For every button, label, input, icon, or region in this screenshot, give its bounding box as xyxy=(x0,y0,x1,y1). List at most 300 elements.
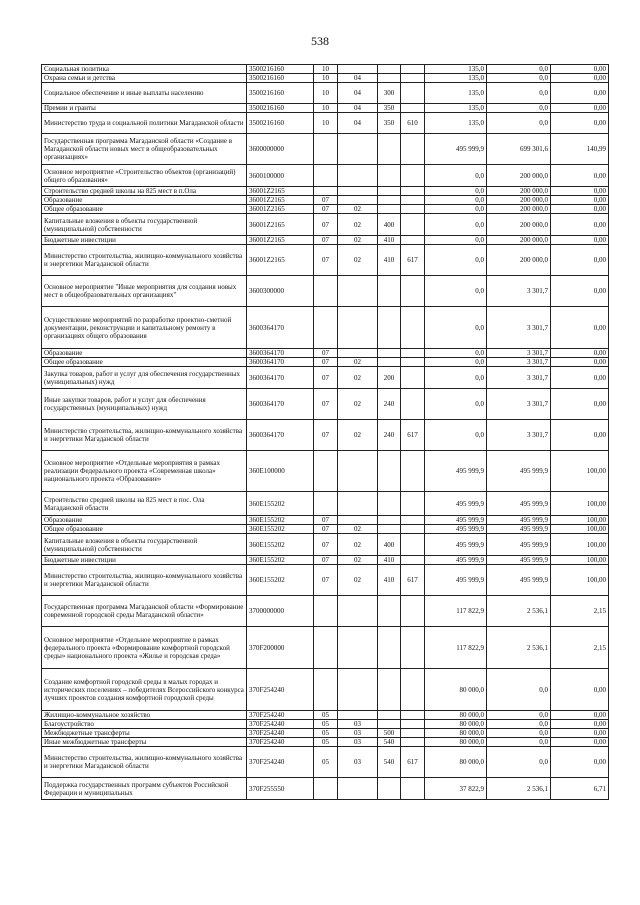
actual-amount: 200 000,0 xyxy=(487,165,551,187)
section-code: 07 xyxy=(314,534,338,556)
table-row xyxy=(42,596,609,627)
target-article-code: 36001Z2165 xyxy=(247,214,314,236)
subsection-code xyxy=(338,165,378,187)
section-code: 05 xyxy=(314,729,338,738)
row-name: Капитальные вложения в объекты государственной (муниципальной) собственности xyxy=(42,214,247,236)
expense-type-code xyxy=(378,276,401,307)
target-article-code: 370F254240 xyxy=(247,720,314,729)
table-row xyxy=(42,729,609,738)
row-name: Министерство строительства, жилищно-коммунального хозяйства и энергетики Магаданской области xyxy=(42,420,247,451)
execution-percent: 0,00 xyxy=(551,747,609,778)
actual-amount: 3 301,7 xyxy=(487,358,551,367)
expense-type-code xyxy=(378,205,401,214)
actual-amount: 3 301,7 xyxy=(487,307,551,349)
row-name: Государственная программа Магаданской области «Формирование современной городской среды Магаданской области» xyxy=(42,596,247,627)
row-name: Благоустройство xyxy=(42,720,247,729)
row-name: Капитальные вложения в объекты государственной (муниципальной) собственности xyxy=(42,534,247,556)
expense-type-code: 400 xyxy=(378,214,401,236)
row-name: Министерство строительства, жилищно-коммунального хозяйства и энергетики Магаданской области xyxy=(42,747,247,778)
target-article-code: 3600364170 xyxy=(247,358,314,367)
table-row xyxy=(42,65,609,74)
subsection-code xyxy=(338,134,378,165)
subsection-code: 02 xyxy=(338,565,378,596)
subsection-code xyxy=(338,492,378,516)
section-code xyxy=(314,307,338,349)
table-row xyxy=(42,565,609,596)
target-article-code: 360E155202 xyxy=(247,516,314,525)
subsection-code: 02 xyxy=(338,420,378,451)
section-code: 07 xyxy=(314,420,338,451)
expense-type-code: 350 xyxy=(378,104,401,113)
target-article-code: 370F254240 xyxy=(247,747,314,778)
target-article-code: 36001Z2165 xyxy=(247,205,314,214)
execution-percent: 0,00 xyxy=(551,214,609,236)
department-code xyxy=(401,720,425,729)
actual-amount: 0,0 xyxy=(487,729,551,738)
subsection-code xyxy=(338,711,378,720)
row-name: Строительство средней школы на 825 мест в п.Ола xyxy=(42,187,247,196)
execution-percent: 0,00 xyxy=(551,196,609,205)
subsection-code xyxy=(338,307,378,349)
expense-type-code: 350 xyxy=(378,113,401,134)
subsection-code: 02 xyxy=(338,556,378,565)
expense-type-code: 300 xyxy=(378,83,401,104)
department-code: 617 xyxy=(401,565,425,596)
department-code xyxy=(401,596,425,627)
table-row xyxy=(42,349,609,358)
row-name: Государственная программа Магаданской области «Создание в Магаданской области новых мест в общеобразовательных организациях» xyxy=(42,134,247,165)
execution-percent: 0,00 xyxy=(551,307,609,349)
subsection-code xyxy=(338,627,378,669)
table-row xyxy=(42,205,609,214)
expense-type-code: 540 xyxy=(378,738,401,747)
expense-type-code: 240 xyxy=(378,389,401,420)
actual-amount: 200 000,0 xyxy=(487,236,551,245)
execution-percent: 0,00 xyxy=(551,205,609,214)
table-row xyxy=(42,187,609,196)
row-name: Закупка товаров, работ и услуг для обеспечения государственных (муниципальных) нужд xyxy=(42,367,247,389)
actual-amount: 0,0 xyxy=(487,711,551,720)
actual-amount: 495 999,9 xyxy=(487,451,551,492)
section-code xyxy=(314,492,338,516)
row-name: Создание комфортной городской среды в малых городах и исторических поселениях – победителях Всероссийского конкурса лучших проектов создания комфортной городской среды xyxy=(42,669,247,711)
actual-amount: 3 301,7 xyxy=(487,367,551,389)
planned-amount: 495 999,9 xyxy=(425,492,487,516)
subsection-code xyxy=(338,65,378,74)
section-code: 07 xyxy=(314,205,338,214)
execution-percent: 100,00 xyxy=(551,516,609,525)
execution-percent: 0,00 xyxy=(551,389,609,420)
page-number: 538 xyxy=(311,34,329,48)
table-row xyxy=(42,534,609,556)
actual-amount: 3 301,7 xyxy=(487,420,551,451)
table-row xyxy=(42,492,609,516)
execution-percent: 0,00 xyxy=(551,165,609,187)
planned-amount: 0,0 xyxy=(425,165,487,187)
target-article-code: 3500216160 xyxy=(247,74,314,83)
row-name: Общее образование xyxy=(42,205,247,214)
execution-percent: 0,00 xyxy=(551,113,609,134)
department-code xyxy=(401,214,425,236)
actual-amount: 200 000,0 xyxy=(487,196,551,205)
expense-type-code: 410 xyxy=(378,565,401,596)
actual-amount: 0,0 xyxy=(487,83,551,104)
target-article-code: 3600300000 xyxy=(247,276,314,307)
target-article-code: 36001Z2165 xyxy=(247,245,314,276)
row-name: Иные межбюджетные трансферты xyxy=(42,738,247,747)
department-code: 617 xyxy=(401,747,425,778)
target-article-code: 3500216160 xyxy=(247,83,314,104)
subsection-code: 03 xyxy=(338,747,378,778)
department-code xyxy=(401,134,425,165)
table-row xyxy=(42,516,609,525)
execution-percent: 0,00 xyxy=(551,104,609,113)
execution-percent: 0,00 xyxy=(551,245,609,276)
row-name: Основное мероприятие «Отдельное мероприятие в рамках федерального проекта «Формирование комфортной городской среды» национального проекта «Жилье и городская среда» xyxy=(42,627,247,669)
planned-amount: 495 999,9 xyxy=(425,565,487,596)
department-code: 610 xyxy=(401,113,425,134)
section-code: 07 xyxy=(314,245,338,276)
execution-percent: 0,00 xyxy=(551,65,609,74)
planned-amount: 0,0 xyxy=(425,196,487,205)
actual-amount: 0,0 xyxy=(487,65,551,74)
subsection-code: 02 xyxy=(338,525,378,534)
expense-type-code: 540 xyxy=(378,747,401,778)
planned-amount: 117 822,9 xyxy=(425,627,487,669)
table-row xyxy=(42,74,609,83)
table-row xyxy=(42,711,609,720)
planned-amount: 80 000,0 xyxy=(425,669,487,711)
section-code: 05 xyxy=(314,720,338,729)
planned-amount: 135,0 xyxy=(425,104,487,113)
actual-amount: 200 000,0 xyxy=(487,205,551,214)
budget-table xyxy=(41,64,609,800)
execution-percent: 140,99 xyxy=(551,134,609,165)
actual-amount: 200 000,0 xyxy=(487,245,551,276)
execution-percent: 0,00 xyxy=(551,83,609,104)
actual-amount: 0,0 xyxy=(487,669,551,711)
planned-amount: 495 999,9 xyxy=(425,556,487,565)
table-row xyxy=(42,556,609,565)
section-code: 10 xyxy=(314,113,338,134)
expense-type-code xyxy=(378,525,401,534)
planned-amount: 495 999,9 xyxy=(425,534,487,556)
planned-amount: 0,0 xyxy=(425,389,487,420)
planned-amount: 0,0 xyxy=(425,367,487,389)
expense-type-code xyxy=(378,307,401,349)
target-article-code: 36001Z2165 xyxy=(247,236,314,245)
target-article-code: 3600364170 xyxy=(247,307,314,349)
expense-type-code xyxy=(378,451,401,492)
actual-amount: 3 301,7 xyxy=(487,389,551,420)
expense-type-code: 400 xyxy=(378,534,401,556)
actual-amount: 699 301,6 xyxy=(487,134,551,165)
expense-type-code: 410 xyxy=(378,236,401,245)
expense-type-code xyxy=(378,187,401,196)
execution-percent: 0,00 xyxy=(551,187,609,196)
planned-amount: 80 000,0 xyxy=(425,729,487,738)
target-article-code: 360E155202 xyxy=(247,525,314,534)
planned-amount: 0,0 xyxy=(425,276,487,307)
expense-type-code: 500 xyxy=(378,729,401,738)
actual-amount: 200 000,0 xyxy=(487,214,551,236)
target-article-code: 370F254240 xyxy=(247,711,314,720)
row-name: Общее образование xyxy=(42,525,247,534)
actual-amount: 0,0 xyxy=(487,104,551,113)
table-row xyxy=(42,720,609,729)
table-row xyxy=(42,367,609,389)
actual-amount: 3 301,7 xyxy=(487,349,551,358)
section-code: 07 xyxy=(314,525,338,534)
subsection-code xyxy=(338,516,378,525)
execution-percent: 2,15 xyxy=(551,627,609,669)
target-article-code: 370F255550 xyxy=(247,778,314,800)
expense-type-code xyxy=(378,516,401,525)
actual-amount: 0,0 xyxy=(487,747,551,778)
target-article-code: 370F254240 xyxy=(247,729,314,738)
subsection-code: 02 xyxy=(338,358,378,367)
expense-type-code xyxy=(378,134,401,165)
subsection-code xyxy=(338,349,378,358)
target-article-code: 360E155202 xyxy=(247,492,314,516)
row-name: Иные закупки товаров, работ и услуг для обеспечения государственных (муниципальных) нужд xyxy=(42,389,247,420)
section-code: 05 xyxy=(314,738,338,747)
execution-percent: 0,00 xyxy=(551,276,609,307)
table-row xyxy=(42,669,609,711)
expense-type-code xyxy=(378,778,401,800)
expense-type-code xyxy=(378,669,401,711)
section-code xyxy=(314,627,338,669)
table-row xyxy=(42,451,609,492)
table-row xyxy=(42,165,609,187)
expense-type-code xyxy=(378,596,401,627)
row-name: Бюджетные инвестиции xyxy=(42,236,247,245)
department-code xyxy=(401,236,425,245)
section-code: 05 xyxy=(314,747,338,778)
target-article-code: 3500216160 xyxy=(247,65,314,74)
department-code xyxy=(401,738,425,747)
section-code: 07 xyxy=(314,358,338,367)
table-row xyxy=(42,738,609,747)
subsection-code: 02 xyxy=(338,367,378,389)
section-code: 05 xyxy=(314,711,338,720)
actual-amount: 2 536,1 xyxy=(487,627,551,669)
table-row xyxy=(42,83,609,104)
planned-amount: 135,0 xyxy=(425,83,487,104)
subsection-code: 04 xyxy=(338,104,378,113)
planned-amount: 80 000,0 xyxy=(425,720,487,729)
actual-amount: 495 999,9 xyxy=(487,525,551,534)
subsection-code: 02 xyxy=(338,389,378,420)
planned-amount: 495 999,9 xyxy=(425,451,487,492)
section-code: 07 xyxy=(314,389,338,420)
subsection-code: 02 xyxy=(338,214,378,236)
planned-amount: 117 822,9 xyxy=(425,596,487,627)
row-name: Строительство средней школы на 825 мест в пос. Ола Магаданской области xyxy=(42,492,247,516)
subsection-code: 03 xyxy=(338,729,378,738)
subsection-code: 02 xyxy=(338,245,378,276)
planned-amount: 37 822,9 xyxy=(425,778,487,800)
table-row xyxy=(42,104,609,113)
target-article-code: 3500216160 xyxy=(247,113,314,134)
row-name: Бюджетные инвестиции xyxy=(42,556,247,565)
planned-amount: 0,0 xyxy=(425,236,487,245)
execution-percent: 100,00 xyxy=(551,451,609,492)
target-article-code: 370F200000 xyxy=(247,627,314,669)
execution-percent: 0,00 xyxy=(551,236,609,245)
department-code xyxy=(401,389,425,420)
row-name: Основное мероприятие «Строительство объектов (организаций) общего образования» xyxy=(42,165,247,187)
row-name: Министерство труда и социальной политики Магаданской области xyxy=(42,113,247,134)
target-article-code: 360E155202 xyxy=(247,534,314,556)
planned-amount: 135,0 xyxy=(425,65,487,74)
subsection-code xyxy=(338,451,378,492)
row-name: Министерство строительства, жилищно-коммунального хозяйства и энергетики Магаданской области xyxy=(42,245,247,276)
row-name: Социальная политика xyxy=(42,65,247,74)
actual-amount: 495 999,9 xyxy=(487,556,551,565)
planned-amount: 80 000,0 xyxy=(425,738,487,747)
section-code: 10 xyxy=(314,74,338,83)
execution-percent: 2,15 xyxy=(551,596,609,627)
department-code xyxy=(401,516,425,525)
row-name: Общее образование xyxy=(42,358,247,367)
row-name: Жилищно-коммунальное хозяйство xyxy=(42,711,247,720)
subsection-code xyxy=(338,778,378,800)
expense-type-code xyxy=(378,627,401,669)
department-code xyxy=(401,165,425,187)
section-code: 07 xyxy=(314,565,338,596)
execution-percent: 0,00 xyxy=(551,358,609,367)
execution-percent: 0,00 xyxy=(551,669,609,711)
department-code xyxy=(401,349,425,358)
section-code: 07 xyxy=(314,236,338,245)
execution-percent: 0,00 xyxy=(551,349,609,358)
table-row xyxy=(42,276,609,307)
section-code xyxy=(314,134,338,165)
department-code xyxy=(401,358,425,367)
section-code: 10 xyxy=(314,83,338,104)
subsection-code: 02 xyxy=(338,534,378,556)
department-code xyxy=(401,556,425,565)
section-code: 07 xyxy=(314,196,338,205)
department-code xyxy=(401,669,425,711)
department-code: 617 xyxy=(401,245,425,276)
actual-amount: 495 999,9 xyxy=(487,492,551,516)
target-article-code: 360E155202 xyxy=(247,556,314,565)
section-code: 10 xyxy=(314,65,338,74)
expense-type-code xyxy=(378,720,401,729)
department-code xyxy=(401,711,425,720)
execution-percent: 100,00 xyxy=(551,565,609,596)
department-code xyxy=(401,307,425,349)
execution-percent: 100,00 xyxy=(551,525,609,534)
table-row xyxy=(42,196,609,205)
expense-type-code: 410 xyxy=(378,556,401,565)
execution-percent: 0,00 xyxy=(551,729,609,738)
table-row xyxy=(42,747,609,778)
expense-type-code xyxy=(378,492,401,516)
expense-type-code: 410 xyxy=(378,245,401,276)
department-code xyxy=(401,65,425,74)
row-name: Основное мероприятие «Отдельные мероприятия в рамках реализации Федерального проекта «Современная школа» национального проекта «Образование» xyxy=(42,451,247,492)
department-code xyxy=(401,627,425,669)
execution-percent: 0,00 xyxy=(551,420,609,451)
department-code xyxy=(401,74,425,83)
row-name: Премии и гранты xyxy=(42,104,247,113)
table-row xyxy=(42,627,609,669)
execution-percent: 0,00 xyxy=(551,74,609,83)
target-article-code: 360E100000 xyxy=(247,451,314,492)
table-row xyxy=(42,236,609,245)
table-row xyxy=(42,420,609,451)
department-code xyxy=(401,778,425,800)
row-name: Министерство строительства, жилищно-коммунального хозяйства и энергетики Магаданской области xyxy=(42,565,247,596)
actual-amount: 495 999,9 xyxy=(487,516,551,525)
actual-amount: 0,0 xyxy=(487,738,551,747)
table-body xyxy=(42,65,609,800)
target-article-code: 3600100000 xyxy=(247,165,314,187)
department-code xyxy=(401,196,425,205)
actual-amount: 495 999,9 xyxy=(487,565,551,596)
section-code xyxy=(314,276,338,307)
section-code: 07 xyxy=(314,367,338,389)
target-article-code: 36001Z2165 xyxy=(247,187,314,196)
table-row xyxy=(42,245,609,276)
department-code xyxy=(401,367,425,389)
execution-percent: 100,00 xyxy=(551,534,609,556)
subsection-code xyxy=(338,276,378,307)
planned-amount: 495 999,9 xyxy=(425,525,487,534)
department-code xyxy=(401,525,425,534)
section-code xyxy=(314,451,338,492)
section-code: 10 xyxy=(314,104,338,113)
target-article-code: 3600000000 xyxy=(247,134,314,165)
planned-amount: 80 000,0 xyxy=(425,711,487,720)
row-name: Межбюджетные трансферты xyxy=(42,729,247,738)
section-code: 07 xyxy=(314,214,338,236)
expense-type-code xyxy=(378,358,401,367)
subsection-code xyxy=(338,196,378,205)
planned-amount: 0,0 xyxy=(425,214,487,236)
subsection-code: 04 xyxy=(338,83,378,104)
actual-amount: 0,0 xyxy=(487,113,551,134)
target-article-code: 3500216160 xyxy=(247,104,314,113)
expense-type-code xyxy=(378,65,401,74)
expense-type-code: 240 xyxy=(378,420,401,451)
execution-percent: 0,00 xyxy=(551,720,609,729)
target-article-code: 3600364170 xyxy=(247,349,314,358)
planned-amount: 0,0 xyxy=(425,205,487,214)
expense-type-code xyxy=(378,165,401,187)
planned-amount: 80 000,0 xyxy=(425,747,487,778)
actual-amount: 2 536,1 xyxy=(487,778,551,800)
subsection-code: 03 xyxy=(338,738,378,747)
table-row xyxy=(42,778,609,800)
subsection-code: 03 xyxy=(338,720,378,729)
actual-amount: 0,0 xyxy=(487,74,551,83)
section-code xyxy=(314,669,338,711)
planned-amount: 0,0 xyxy=(425,358,487,367)
target-article-code: 3600364170 xyxy=(247,389,314,420)
table-row xyxy=(42,525,609,534)
row-name: Социальное обеспечение и иные выплаты населению xyxy=(42,83,247,104)
expense-type-code xyxy=(378,74,401,83)
table-row xyxy=(42,134,609,165)
department-code xyxy=(401,83,425,104)
department-code xyxy=(401,492,425,516)
target-article-code: 370F254240 xyxy=(247,669,314,711)
actual-amount: 2 536,1 xyxy=(487,596,551,627)
